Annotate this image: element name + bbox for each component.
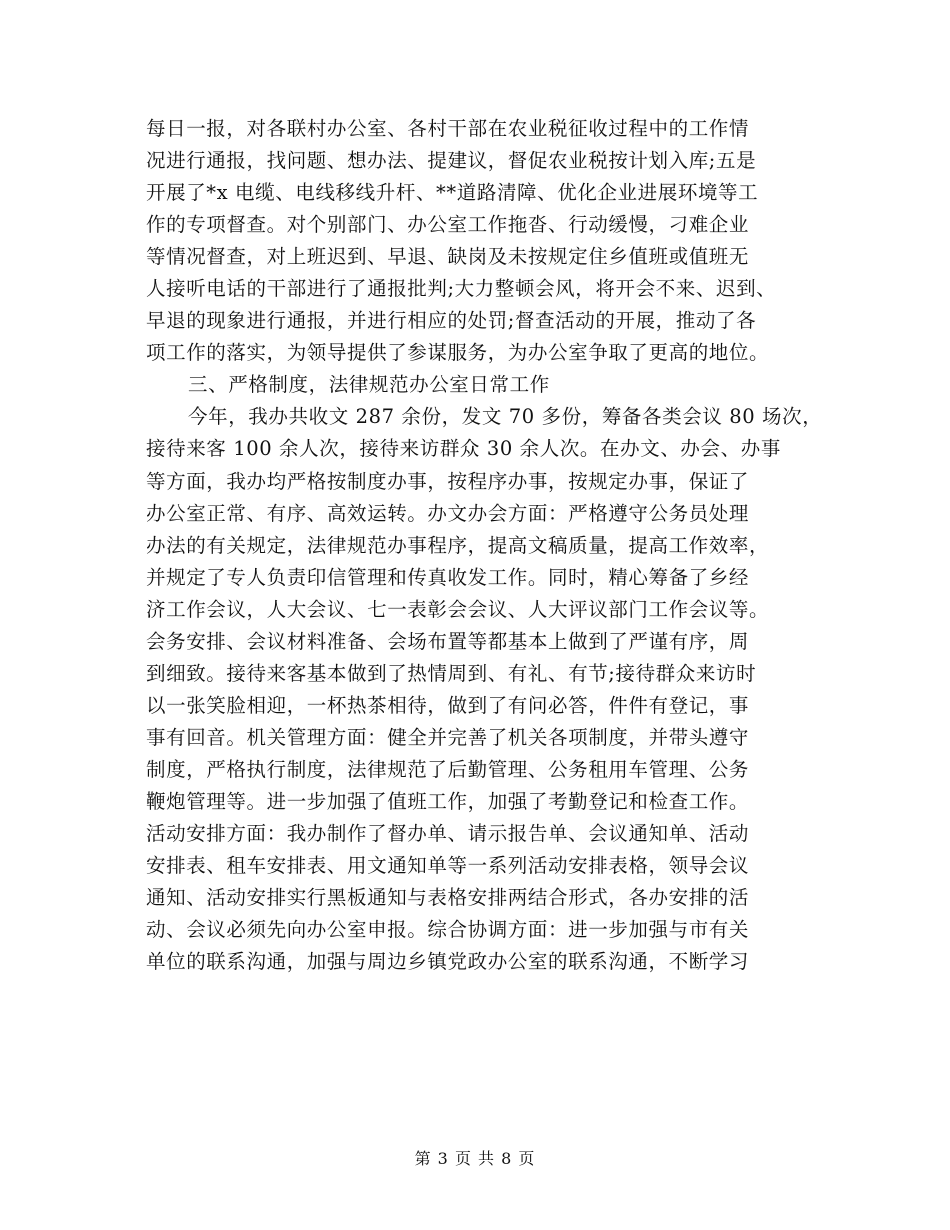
paragraph-line: 济工作会议，人大会议、七一表彰会会议、人大评议部门工作会议等。 bbox=[146, 597, 770, 621]
paragraph-line: 活动安排方面：我办制作了督办单、请示报告单、会议通知单、活动 bbox=[146, 822, 750, 846]
paragraph-line: 早退的现象进行通报，并进行相应的处罚;督查活动的开展，推动了各 bbox=[146, 309, 757, 333]
paragraph-line: 况进行通报，找问题、想办法、提建议，督促农业税按计划入库;五是 bbox=[146, 149, 757, 173]
body-text bbox=[146, 113, 836, 978]
paragraph-line: 制度，严格执行制度，法律规范了后勤管理、公务租用车管理、公务 bbox=[146, 757, 750, 781]
paragraph-line: 人接听电话的干部进行了通报批判;大力整顿会风，将开会不来、迟到、 bbox=[146, 277, 777, 301]
paragraph-line: 动、会议必须先向办公室申报。综合协调方面：进一步加强与市有关 bbox=[146, 918, 750, 942]
paragraph-line: 办公室正常、有序、高效运转。办文办会方面：严格遵守公务员处理 bbox=[146, 501, 750, 525]
paragraph-line: 作的专项督查。对个别部门、办公室工作拖沓、行动缓慢，刁难企业 bbox=[146, 213, 750, 237]
paragraph-line: 到细致。接待来客基本做到了热情周到、有礼、有节;接待群众来访时 bbox=[146, 661, 757, 685]
paragraph-line-indented: 三、严格制度，法律规范办公室日常工作 bbox=[188, 373, 550, 397]
paragraph-line: 以一张笑脸相迎，一杯热茶相待，做到了有问必答，件件有登记，事 bbox=[146, 693, 750, 717]
paragraph-line: 事有回音。机关管理方面：健全并完善了机关各项制度，并带头遵守 bbox=[146, 725, 750, 749]
paragraph-line: 通知、活动安排实行黑板通知与表格安排两结合形式，各办安排的活 bbox=[146, 886, 750, 910]
paragraph-line: 每日一报，对各联村办公室、各村干部在农业税征收过程中的工作情 bbox=[146, 117, 750, 140]
paragraph-line: 接待来客 100 余人次，接待来访群众 30 余人次。在办文、办会、办事 bbox=[146, 437, 781, 461]
paragraph-line: 并规定了专人负责印信管理和传真收发工作。同时，精心筹备了乡经 bbox=[146, 565, 750, 589]
paragraph-line: 开展了*x 电缆、电线移线升杆、**道路清障、优化企业进展环境等工 bbox=[146, 181, 759, 205]
paragraph-line: 会务安排、会议材料准备、会场布置等都基本上做到了严谨有序，周 bbox=[146, 629, 750, 653]
paragraph-line: 项工作的落实，为领导提供了参谋服务，为办公室争取了更高的地位。 bbox=[146, 341, 770, 365]
paragraph-line: 办法的有关规定，法律规范办事程序，提高文稿质量，提高工作效率， bbox=[146, 533, 770, 557]
paragraph-line-indented: 今年，我办共收文 287 余份，发文 70 多份，筹备各类会议 80 场次， bbox=[188, 405, 823, 429]
paragraph-line: 等方面，我办均严格按制度办事，按程序办事，按规定办事，保证了 bbox=[146, 469, 750, 493]
page-number-footer: 第 3 页 共 8 页 bbox=[414, 1149, 536, 1168]
paragraph-line: 单位的联系沟通，加强与周边乡镇党政办公室的联系沟通，不断学习 bbox=[146, 950, 750, 974]
paragraph-line: 等情况督查，对上班迟到、早退、缺岗及未按规定住乡值班或值班无 bbox=[146, 245, 750, 269]
paragraph-line: 安排表、租车安排表、用文通知单等一系列活动安排表格，领导会议 bbox=[146, 854, 750, 878]
paragraph-line: 鞭炮管理等。进一步加强了值班工作，加强了考勤登记和检查工作。 bbox=[146, 789, 750, 813]
